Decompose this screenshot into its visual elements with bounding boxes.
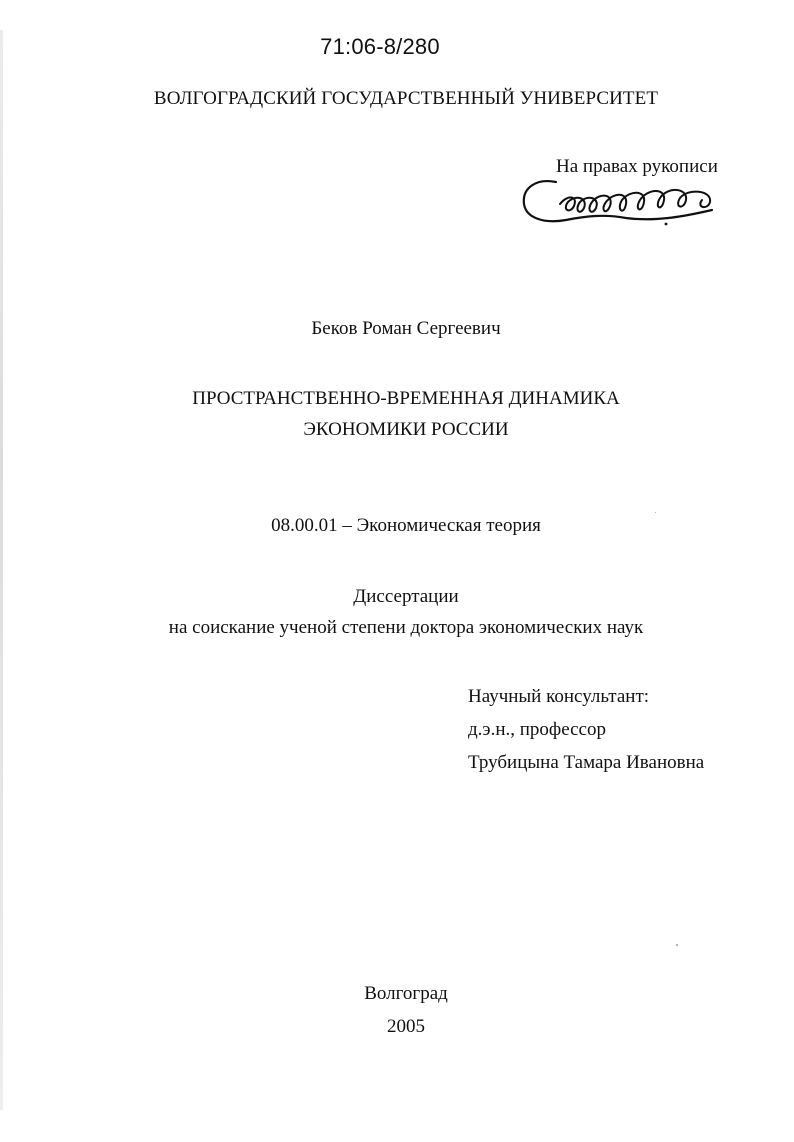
place-and-year [0,977,794,1043]
handwritten-signature-icon [516,174,726,234]
scan-speck [676,944,678,946]
title-line-1: ПРОСТРАНСТВЕННО-ВРЕМЕННАЯ ДИНАМИКА [192,388,620,409]
manuscript-rights-note: На правах рукописи [556,156,718,177]
city-name: Волгоград [364,983,448,1004]
scan-edge-shadow [0,30,3,1110]
consultant-name: Трубицына Тамара Ивановна [468,752,705,773]
scientific-consultant [468,680,704,779]
year: 2005 [387,1016,425,1037]
dissertation-line-2: на соискание ученой степени доктора экономических наук [168,617,644,638]
specialty-code: 08.00.01 – Экономическая теория [271,515,541,536]
consultant-label: Научный консультант: [468,686,650,707]
scan-speck [655,512,656,513]
title-line-2: ЭКОНОМИКИ РОССИИ [303,419,509,440]
consultant-degree: д.э.н., профессор [468,719,606,740]
dissertation-line-1: Диссертации [353,586,459,607]
catalog-code-text: 71:06-8/280 [320,34,440,59]
author-name: Беков Роман Сергеевич [311,318,501,339]
university-name: ВОЛГОГРАДСКИЙ ГОСУДАРСТВЕННЫЙ УНИВЕРСИТЕТ [153,88,659,109]
dissertation-purpose [0,581,794,643]
dissertation-title [0,383,794,445]
catalog-code [0,34,794,60]
